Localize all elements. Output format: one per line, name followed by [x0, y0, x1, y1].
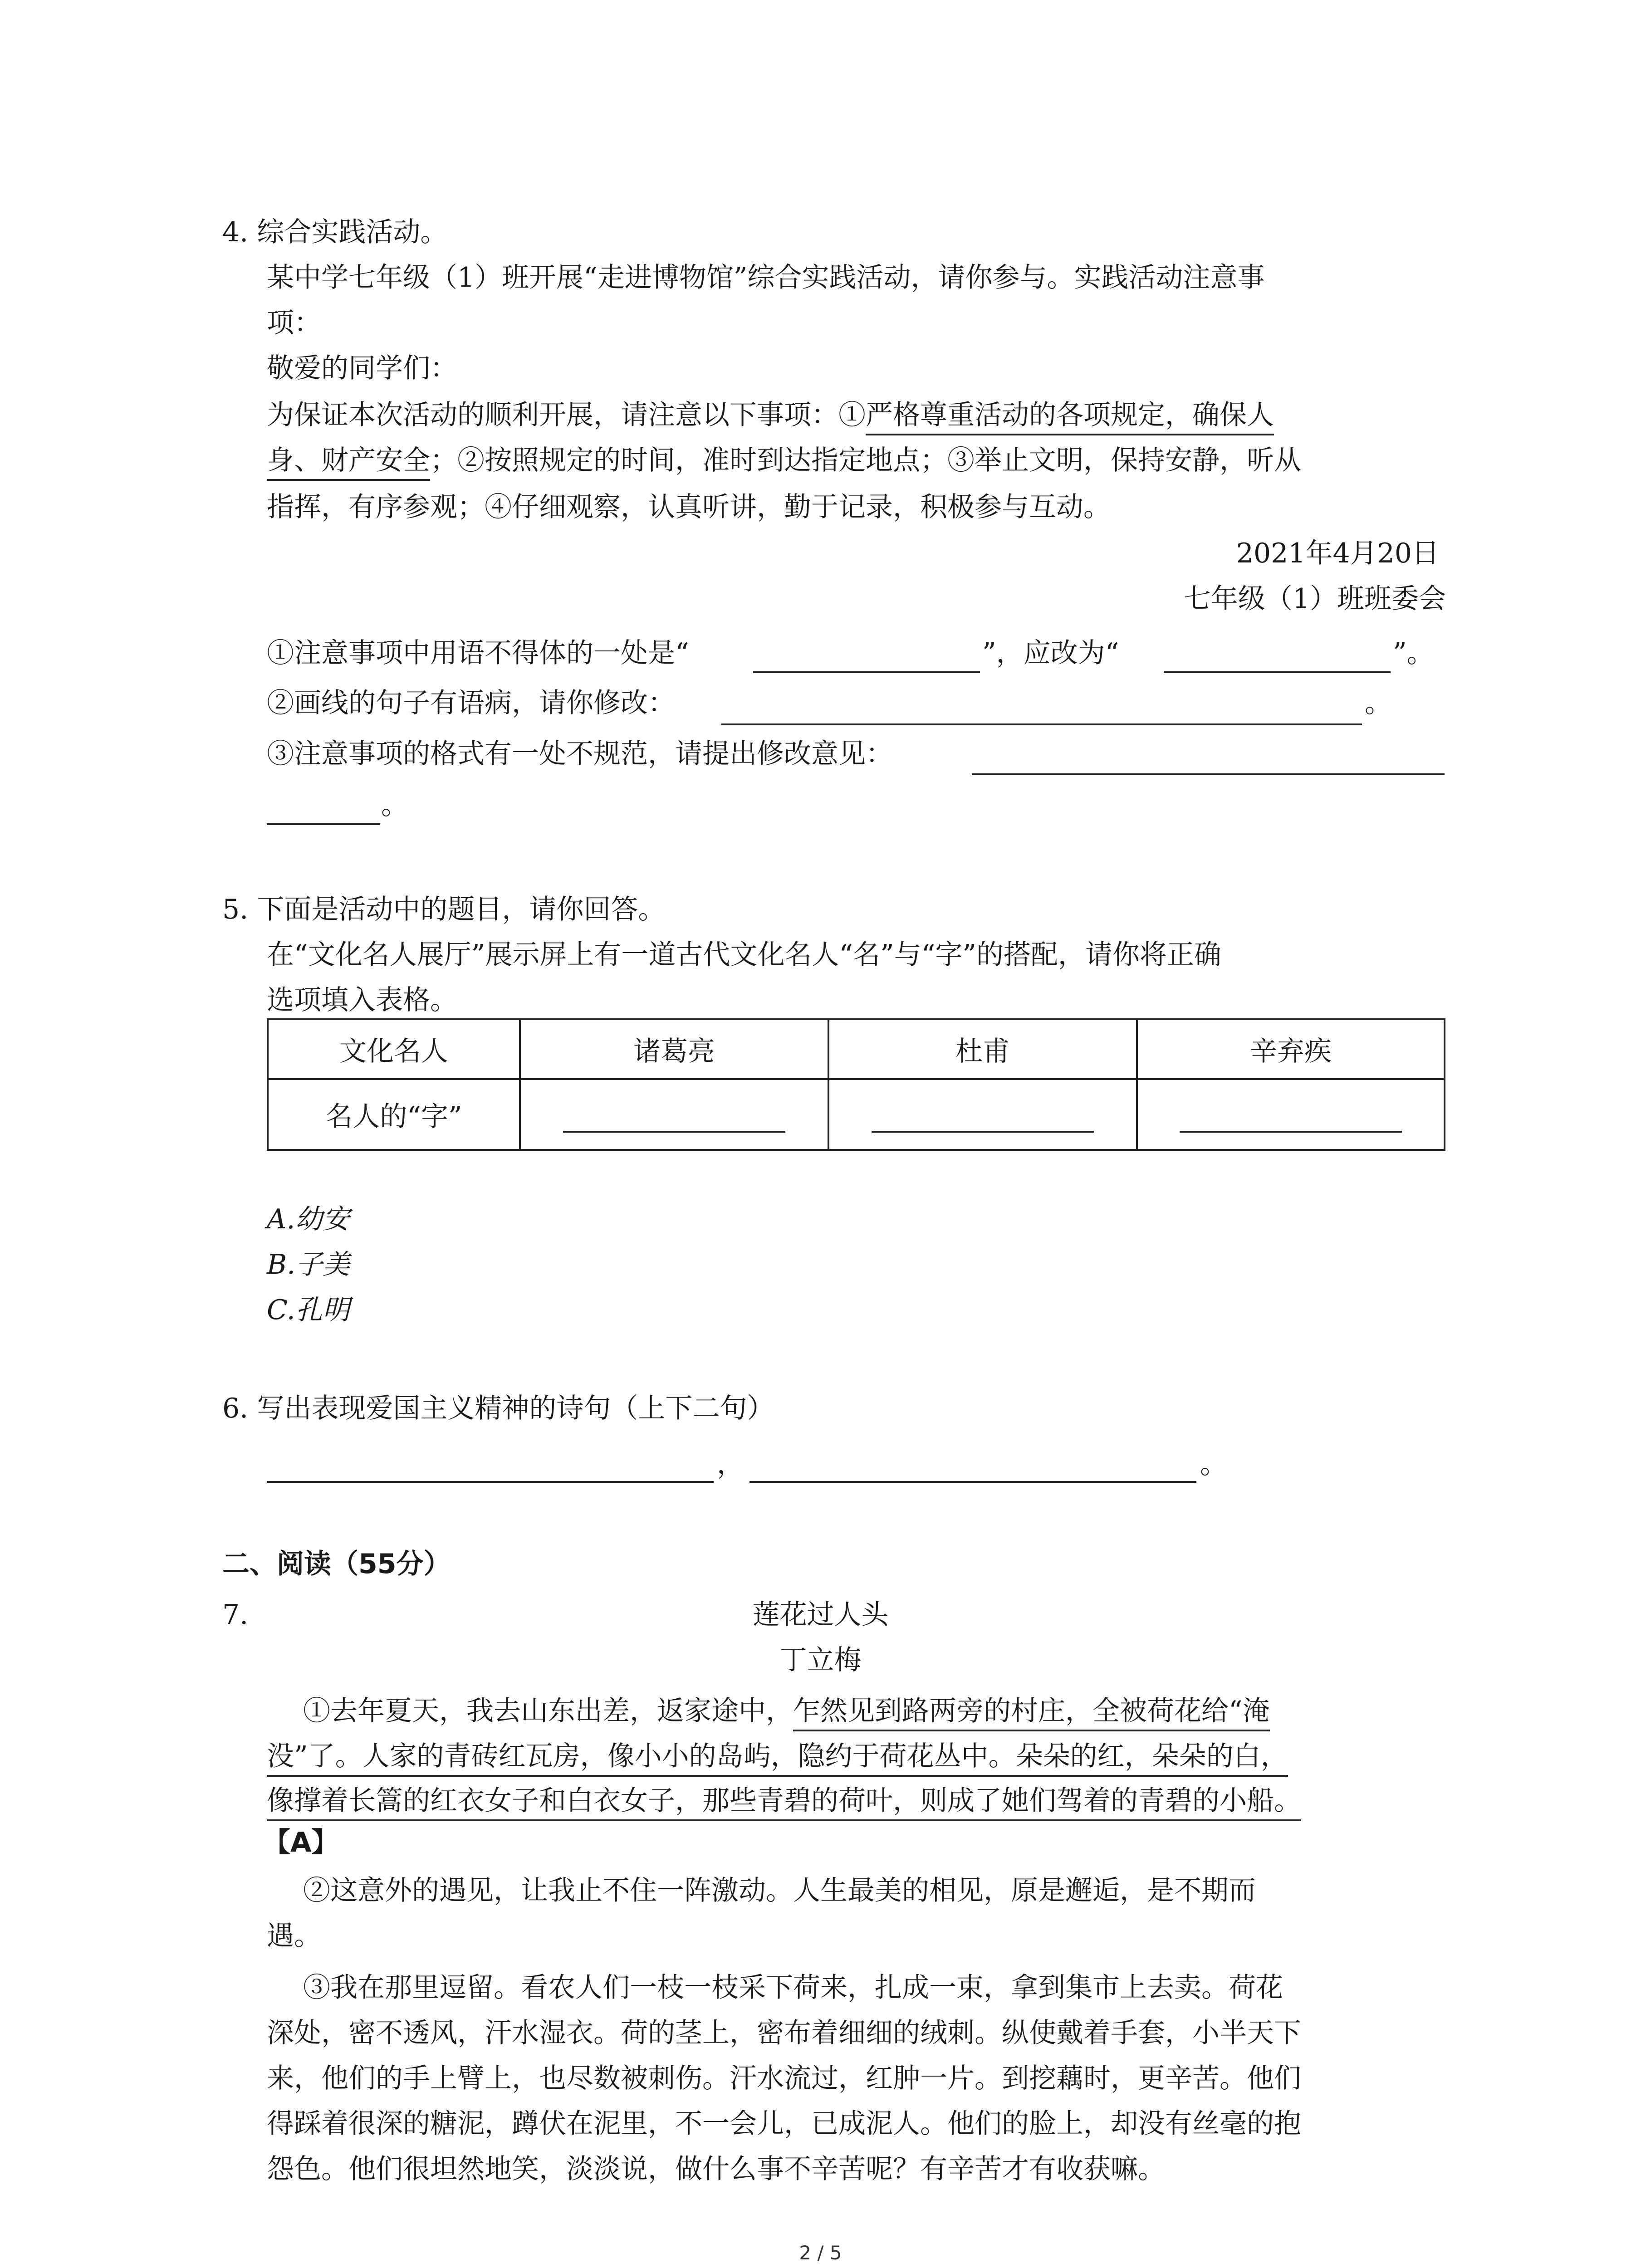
table-header-cell: 杜甫	[828, 1019, 1137, 1079]
essay-p1-line1-text: ①去年夏天，我去山东出差，返家途中，	[303, 1695, 793, 1727]
answer-cell-zhuge-liang[interactable]	[520, 1079, 828, 1150]
essay-p3-line3: 来，他们的手上臂上，也尽数被刺伤。汗水流过，红肿一片。到挖藕时，更辛苦。他们	[267, 2063, 1301, 2094]
answer-blank[interactable]	[872, 1131, 1094, 1133]
q4-body-line2-text: ；②按照规定的时间，准时到达指定地点；③举止文明，保持安静，听从	[430, 445, 1301, 476]
q7-number: 7.	[222, 1599, 249, 1631]
q4-sub3-answer-blank-1[interactable]	[972, 773, 1445, 775]
essay-marker-a: 【A】	[263, 1827, 339, 1858]
q4-sub2-answer-blank[interactable]	[721, 723, 1362, 725]
essay-p1-line3	[267, 1785, 1301, 1817]
notice-signature: 七年级（1）班班委会	[1183, 583, 1446, 615]
q4-body-line1-text: 为保证本次活动的顺利开展，请注意以下事项：①	[267, 399, 866, 431]
essay-p3-line2: 深处，密不透风，汗水湿衣。荷的茎上，密布着细细的绒刺。纵使戴着手套，小半天下	[267, 2017, 1301, 2049]
q4-sub1-answer-blank-1[interactable]	[753, 671, 980, 673]
q6-period: 。	[1200, 1448, 1227, 1480]
q4-sub1-text-b: ”，应改为“	[982, 637, 1119, 669]
poem-line-2-blank[interactable]	[749, 1481, 1196, 1483]
section-heading: 二、阅读（55分）	[222, 1548, 451, 1580]
option-c: C.孔明	[267, 1294, 350, 1326]
essay-p2-line2: 遇。	[267, 1920, 321, 1952]
essay-author: 丁立梅	[779, 1644, 862, 1676]
essay-underlined-text: 乍然见到路两旁的村庄，全被荷花给“淹	[793, 1695, 1270, 1731]
essay-p3-line4: 得踩着很深的糖泥，蹲伏在泥里，不一会儿，已成泥人。他们的脸上，却没有丝毫的抱	[267, 2108, 1301, 2140]
essay-title: 莲花过人头	[752, 1599, 889, 1631]
q6-title: 6. 写出表现爱国主义精神的诗句（上下二句）	[222, 1393, 774, 1424]
table-row-label: 名人的“字”	[268, 1079, 520, 1150]
q4-body-line1	[267, 401, 1274, 429]
q4-sub1-answer-blank-2[interactable]	[1164, 671, 1391, 673]
answer-cell-xin-qiji[interactable]	[1137, 1079, 1445, 1150]
essay-p2-line1: ②这意外的遇见，让我止不住一阵激动。人生最美的相见，原是邂逅，是不期而	[303, 1875, 1256, 1906]
q4-greeting: 敬爱的同学们：	[267, 352, 457, 384]
notice-date: 2021年4月20日	[1236, 538, 1439, 569]
q4-title: 4. 综合实践活动。	[222, 216, 448, 248]
table-answer-row	[268, 1079, 1445, 1150]
q4-sub1-text-c: ”。	[1393, 637, 1434, 669]
page-number: 2 / 5	[799, 2242, 842, 2264]
essay-underlined-text: 像撑着长篙的红衣女子和白衣女子，那些青碧的荷叶，则成了她们驾着的青碧的小船。	[267, 1785, 1301, 1821]
q5-title: 5. 下面是活动中的题目，请你回答。	[222, 894, 666, 925]
table-header-row	[268, 1019, 1445, 1079]
table-header-cell: 文化名人	[268, 1019, 520, 1079]
answer-cell-du-fu[interactable]	[828, 1079, 1137, 1150]
q4-sub3-answer-blank-2[interactable]	[267, 823, 380, 825]
table-header-cell: 辛弃疾	[1137, 1019, 1445, 1079]
q4-sub2-period: 。	[1365, 687, 1392, 719]
essay-underlined-text: 没”了。人家的青砖红瓦房，像小小的岛屿，隐约于荷花丛中。朵朵的红，朵朵的白，	[267, 1740, 1288, 1777]
essay-p3-line5: 怨色。他们很坦然地笑，淡淡说，做什么事不辛苦呢？有辛苦才有收获嘛。	[267, 2153, 1165, 2185]
q5-intro-line2: 选项填入表格。	[267, 984, 457, 1016]
q4-intro-line1: 某中学七年级（1）班开展“走进博物馆”综合实践活动，请你参与。实践活动注意事	[267, 262, 1265, 293]
q4-sub2-text: ②画线的句子有语病，请你修改：	[267, 687, 675, 719]
underlined-sentence-part2: 身、财产安全	[267, 445, 430, 481]
table-header-cell: 诸葛亮	[520, 1019, 828, 1079]
option-b: B.子美	[267, 1249, 350, 1281]
option-a: A.幼安	[267, 1203, 350, 1235]
q6-comma: ，	[717, 1448, 744, 1480]
essay-p3-line1: ③我在那里逗留。看农人们一枝一枝采下荷来，扎成一束，拿到集市上去卖。荷花	[303, 1972, 1283, 2004]
q4-body-line3: 指挥，有序参观；④仔细观察，认真听讲，勤于记录，积极参与互动。	[267, 491, 1111, 523]
q4-intro-line2: 项：	[267, 307, 321, 339]
name-style-table	[267, 1018, 1445, 1151]
q4-body-line2	[267, 447, 1301, 474]
q4-sub1-text-a: ①注意事项中用语不得体的一处是“	[267, 637, 689, 669]
essay-p1-line2	[267, 1740, 1288, 1772]
answer-blank[interactable]	[563, 1131, 785, 1133]
essay-p1-line1	[303, 1697, 1270, 1725]
q4-sub3-text: ③注意事项的格式有一处不规范，请提出修改意见：	[267, 738, 893, 770]
q5-intro-line1: 在“文化名人展厅”展示屏上有一道古代文化名人“名”与“字”的搭配，请你将正确	[267, 939, 1222, 971]
answer-blank[interactable]	[1180, 1131, 1402, 1133]
q4-sub3-period: 。	[381, 789, 408, 821]
underlined-sentence-part1: 严格尊重活动的各项规定，确保人	[866, 399, 1274, 435]
poem-line-1-blank[interactable]	[267, 1481, 714, 1483]
